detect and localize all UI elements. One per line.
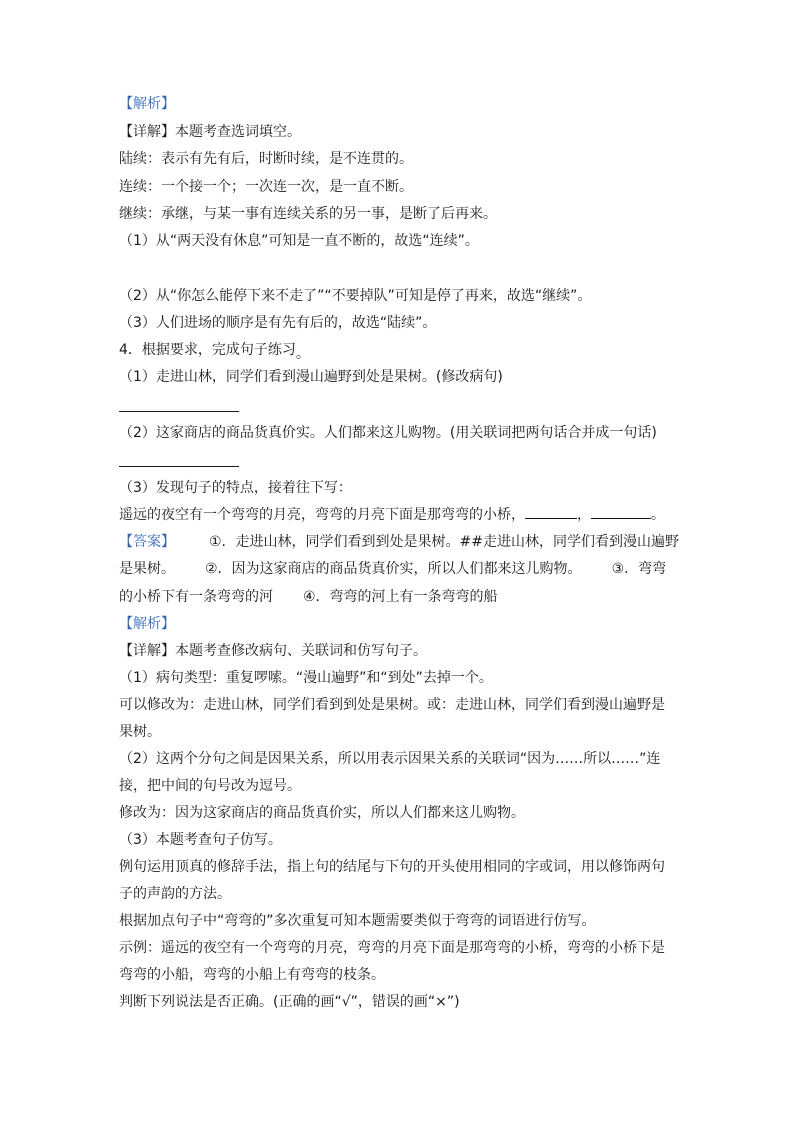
explain-line: 修改为：因为这家商店的商品货真价实，所以人们都来这儿购物。 [119,805,525,821]
explain-line: （3）本题考查句子仿写。 [119,832,282,848]
answer-line-3 [119,587,498,607]
question-4-1: （1）走进山林，同学们看到漫山遍野到处是果树。(修改病句) [119,369,503,385]
explain-line: 例句运用顶真的修辞手法，指上句的结尾与下句的开头使用相同的字或词，用以修饰两句 [119,859,665,875]
answer-2: ②．因为这家商店的商品货真价实，所以人们都来这儿购物。 [205,561,582,577]
explain-line: 连续：一个接一个；一次连一次，是一直不断。 [119,179,413,195]
explain-line: （2）从“你怎么能停下来不走了”“不要掉队”可知是停了再来，故选“继续”。 [119,288,592,304]
explain-line: 子的声韵的方法。 [119,886,231,902]
blank-separator: ， [577,507,591,523]
question-4-3-sentence [119,504,665,525]
question-4-title [119,340,310,360]
analysis-label-1: 【解析】 [119,96,175,112]
question-4-title-mark: 。 [295,346,310,362]
answer-line-2 [119,559,666,579]
judge-instruction: 判断下列说法是否正确。(正确的画“√”，错误的画“×”) [119,994,460,1010]
explain-line: 根据加点句子中“弯弯的”多次重复可知本题需要类似于弯弯的词语进行仿写。 [119,913,596,929]
detail-text-2: 本题考查修改病句、关联词和仿写句子。 [175,643,427,659]
fill-blank-1 [525,504,577,519]
answer-line-1 [119,532,679,552]
answer-3-cont: 的小桥下有一条弯弯的河 [119,589,273,605]
explain-line: 示例：遥远的夜空有一个弯弯的月亮，弯弯的月亮下面是那弯弯的小桥，弯弯的小桥下是 [119,940,665,956]
detail-line-2 [119,641,427,661]
answer-1: ①．走进山林，同学们看到到处是果树。##走进山林，同学们看到漫山遍野 [209,534,680,550]
explain-line: 可以修改为：走进山林，同学们看到到处是果树。或：走进山林，同学们看到漫山遍野是 [119,697,665,713]
explain-line: （1）病句类型：重复啰嗦。“漫山遍野”和“到处”去掉一个。 [119,670,493,686]
detail-label-1: 【详解】 [119,124,175,140]
detail-line-1 [119,122,301,142]
sentence-end: 。 [651,507,665,523]
explain-line: 接，把中间的句号改为逗号。 [119,778,301,794]
answer-blank-2 [119,466,239,467]
explain-line: （2）这两个分句之间是因果关系，所以用表示因果关系的关联词“因为……所以……”连 [119,751,661,767]
question-4-3: （3）发现句子的特点，接着往下写： [119,480,352,496]
explain-line: （3）人们进场的顺序是有先有后的，故选“陆续”。 [119,315,437,331]
question-4-title-text: 4．根据要求，完成句子练习 [119,342,296,358]
explain-line: 果树。 [119,724,161,740]
explain-line: 陆续：表示有先有后，时断时续，是不连贯的。 [119,151,413,167]
detail-text-1: 本题考查选词填空。 [175,124,301,140]
explain-line: 继续：承继，与某一事有连续关系的另一事，是断了后再来。 [119,206,497,222]
answer-1-cont: 是果树。 [119,561,175,577]
answer-4: ④．弯弯的河上有一条弯弯的船 [303,589,498,605]
sentence-text: 遥远的夜空有一个弯弯的月亮，弯弯的月亮下面是那弯弯的小桥， [119,507,525,523]
explain-line: 弯弯的小船，弯弯的小船上有弯弯的枝条。 [119,967,385,983]
detail-label-2: 【详解】 [119,643,175,659]
analysis-label-2: 【解析】 [119,616,175,632]
question-4-2: （2）这家商店的商品货真价实。人们都来这儿购物。(用关联词把两句话合并成一句话) [119,425,657,441]
fill-blank-2 [591,504,651,519]
answer-label: 【答案】 [119,534,175,550]
explain-line: （1）从“两天没有休息”可知是一直不断的，故选“连续”。 [119,233,479,249]
answer-blank-1 [119,411,239,412]
answer-3: ③．弯弯 [611,561,667,577]
